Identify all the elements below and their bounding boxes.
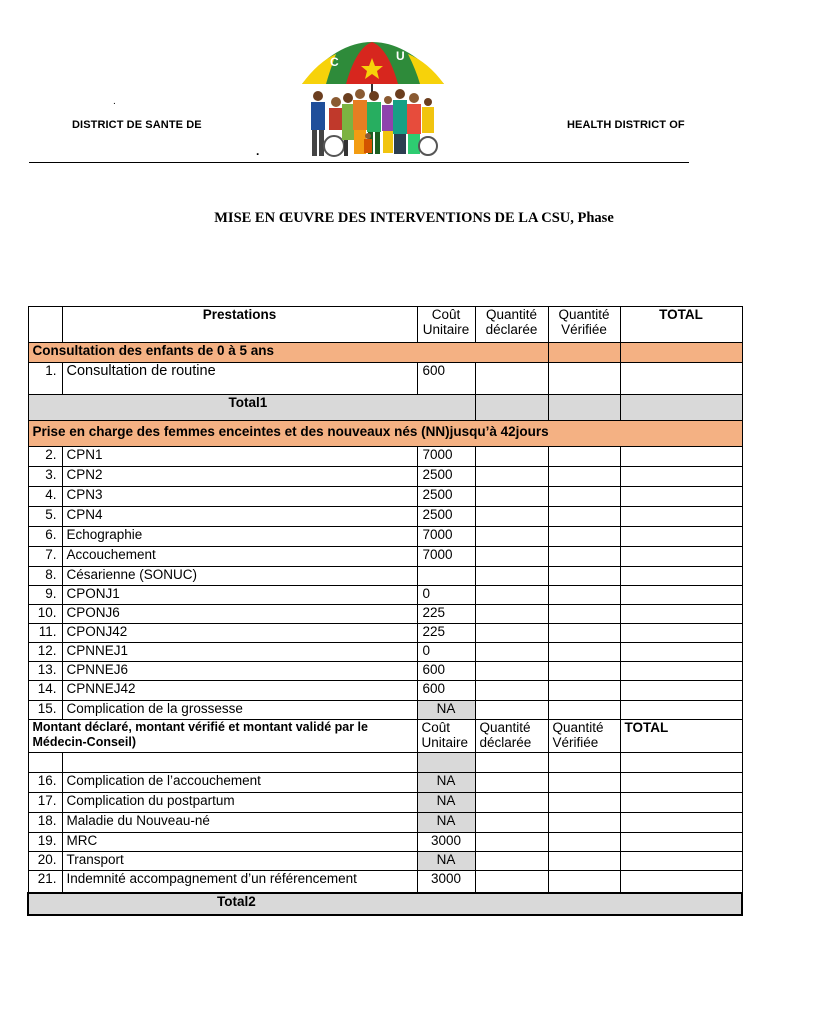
row-total: [620, 467, 742, 487]
row-number: 21.: [28, 871, 62, 893]
row-total: [620, 833, 742, 852]
row-label: CPONJ1: [62, 586, 417, 605]
district-label-en: HEALTH DISTRICT OF: [567, 119, 685, 131]
section2-header-row: [28, 421, 742, 447]
table-header-row: [28, 307, 742, 343]
table-row: [28, 681, 742, 701]
row-cost: [417, 567, 475, 586]
row-qty-verified: [548, 447, 620, 467]
header-prestations: Prestations: [62, 307, 417, 343]
row-label: CPN4: [62, 507, 417, 527]
row-label: Echographie: [62, 527, 417, 547]
table-row: [28, 813, 742, 833]
row-qty-verified: [548, 662, 620, 681]
row-qty-declared: [475, 852, 548, 871]
row-total: [620, 547, 742, 567]
row-qty-declared: [475, 773, 548, 793]
table-row: [28, 547, 742, 567]
logo-letter-u: U: [396, 49, 405, 63]
section2-rows: [28, 447, 742, 701]
table-row: [28, 643, 742, 662]
row-qty-declared: [475, 701, 548, 720]
table-row: [28, 507, 742, 527]
section1-empty-a: [548, 343, 620, 363]
table-row: [28, 793, 742, 813]
section2-title: Prise en charge des femmes enceintes et des nouveaux nés (NN)jusqu’à 42jours: [28, 421, 742, 447]
blank-cell: [548, 753, 620, 773]
row-label: CPNNEJ42: [62, 681, 417, 701]
row-qty-verified: [548, 467, 620, 487]
table-row: [28, 447, 742, 467]
row-number: 20.: [28, 852, 62, 871]
row-cost: 0: [417, 643, 475, 662]
row-cost: NA: [417, 773, 475, 793]
row-cost: 600: [417, 662, 475, 681]
row-qty-verified: [548, 547, 620, 567]
row-qty-declared: [475, 813, 548, 833]
row-number: 3.: [28, 467, 62, 487]
row-total: [620, 701, 742, 720]
row-qty-declared: [475, 567, 548, 586]
row-qty-verified: [548, 527, 620, 547]
row-qty-verified: [548, 793, 620, 813]
district-label-fr: DISTRICT DE SANTE DE: [72, 119, 202, 131]
row-label: Indemnité accompagnement d’un référencement: [62, 871, 417, 893]
row-cost: 3000: [417, 871, 475, 893]
row-total: [620, 487, 742, 507]
row-number: 9.: [28, 586, 62, 605]
row-label: Consultation de routine: [62, 363, 417, 395]
logo-letter-c: C: [330, 55, 339, 69]
header-dot-one: .: [113, 96, 116, 107]
row-cost: NA: [417, 701, 475, 720]
row-total: [620, 643, 742, 662]
row-total: [620, 363, 742, 395]
row-total: [620, 507, 742, 527]
row-qty-declared: [475, 363, 548, 395]
row-label: Complication du postpartum: [62, 793, 417, 813]
row-cost: 600: [417, 363, 475, 395]
blank-cell: [62, 753, 417, 773]
row-number: 12.: [28, 643, 62, 662]
row-number: 17.: [28, 793, 62, 813]
section3-rows: [28, 773, 742, 893]
row-number: 2.: [28, 447, 62, 467]
document-title: MISE EN ŒUVRE DES INTERVENTIONS DE LA CSU, Phase: [214, 210, 614, 226]
row-cost: 7000: [417, 447, 475, 467]
row-cost: 2500: [417, 487, 475, 507]
row-label: CPN1: [62, 447, 417, 467]
subheader-text: Montant déclaré, montant vérifié et montant validé par le Médecin-Conseil): [28, 720, 417, 753]
table-row: [28, 487, 742, 507]
header-cout-unitaire: Coût Unitaire: [417, 307, 475, 343]
table-row: [28, 586, 742, 605]
header-quantite-verifiee: Quantité Vérifiée: [548, 307, 620, 343]
row-cost: NA: [417, 793, 475, 813]
row-cost: 0: [417, 586, 475, 605]
row-qty-verified: [548, 681, 620, 701]
csu-umbrella-logo: [296, 40, 448, 162]
row-label: Accouchement: [62, 547, 417, 567]
row-cost: 2500: [417, 507, 475, 527]
row-qty-declared: [475, 586, 548, 605]
row-total: [620, 624, 742, 643]
table-row: [28, 605, 742, 624]
row-total: [620, 871, 742, 893]
row-total: [620, 605, 742, 624]
row-qty-declared: [475, 662, 548, 681]
row-cost: 3000: [417, 833, 475, 852]
total1-empty-b: [548, 395, 620, 421]
row-total: [620, 773, 742, 793]
row-qty-declared: [475, 527, 548, 547]
row-label: CPN3: [62, 487, 417, 507]
row-label: CPONJ42: [62, 624, 417, 643]
section1-empty-b: [620, 343, 742, 363]
row-qty-declared: [475, 681, 548, 701]
row-qty-verified: [548, 363, 620, 395]
total1-label: Total1: [28, 395, 475, 421]
subheader-total: TOTAL: [620, 720, 742, 753]
row-qty-verified: [548, 813, 620, 833]
header-num-cell: [28, 307, 62, 343]
row-qty-verified: [548, 773, 620, 793]
row-total: [620, 586, 742, 605]
row-label: Complication de l’accouchement: [62, 773, 417, 793]
row-label: CPNNEJ6: [62, 662, 417, 681]
row-qty-declared: [475, 605, 548, 624]
row-cost: NA: [417, 852, 475, 871]
header-dot-two: .: [256, 144, 260, 158]
row-number: 11.: [28, 624, 62, 643]
table-row: [28, 773, 742, 793]
table-row-15: [28, 701, 742, 720]
subheader-row: [28, 720, 742, 753]
row-qty-verified: [548, 643, 620, 662]
subheader-cout-unitaire: Coût Unitaire: [417, 720, 475, 753]
row-qty-verified: [548, 605, 620, 624]
row-number: 18.: [28, 813, 62, 833]
row-qty-verified: [548, 507, 620, 527]
row-total: [620, 662, 742, 681]
row-total: [620, 527, 742, 547]
row-number: 8.: [28, 567, 62, 586]
row-label: CPONJ6: [62, 605, 417, 624]
total2-row: [28, 893, 742, 915]
table-row: [28, 871, 742, 893]
header-total: TOTAL: [620, 307, 742, 343]
table-row: [28, 527, 742, 547]
row-cost: 7000: [417, 527, 475, 547]
row-cost: 225: [417, 605, 475, 624]
row-cost: 225: [417, 624, 475, 643]
row-qty-declared: [475, 467, 548, 487]
table-row: [28, 624, 742, 643]
row-number: 14.: [28, 681, 62, 701]
row-qty-verified: [548, 487, 620, 507]
row-qty-verified: [548, 567, 620, 586]
row-qty-declared: [475, 793, 548, 813]
row-label: Maladie du Nouveau-né: [62, 813, 417, 833]
row-label: Complication de la grossesse: [62, 701, 417, 720]
table-row: [28, 467, 742, 487]
row-total: [620, 447, 742, 467]
subheader-quantite-verifiee: Quantité Vérifiée: [548, 720, 620, 753]
row-number: 16.: [28, 773, 62, 793]
row-cost: 600: [417, 681, 475, 701]
row-qty-verified: [548, 624, 620, 643]
row-qty-declared: [475, 487, 548, 507]
row-qty-verified: [548, 852, 620, 871]
subheader-quantite-declaree: Quantité déclarée: [475, 720, 548, 753]
row-total: [620, 793, 742, 813]
prestations-table: [27, 306, 743, 916]
row-label: CPN2: [62, 467, 417, 487]
row-cost: 7000: [417, 547, 475, 567]
row-qty-declared: [475, 833, 548, 852]
row-total: [620, 813, 742, 833]
row-number: 19.: [28, 833, 62, 852]
table-row: [28, 662, 742, 681]
table-row: [28, 363, 742, 395]
row-number: 6.: [28, 527, 62, 547]
blank-cell: [417, 753, 475, 773]
row-qty-declared: [475, 643, 548, 662]
header-quantite-declaree: Quantité déclarée: [475, 307, 548, 343]
row-cost: NA: [417, 813, 475, 833]
row-number: 5.: [28, 507, 62, 527]
row-total: [620, 681, 742, 701]
blank-cell: [475, 753, 548, 773]
row-qty-declared: [475, 547, 548, 567]
row-total: [620, 852, 742, 871]
row-total: [620, 567, 742, 586]
row-qty-declared: [475, 507, 548, 527]
row-qty-verified: [548, 833, 620, 852]
people-illustration: [311, 89, 437, 156]
blank-cell: [28, 753, 62, 773]
row-label: MRC: [62, 833, 417, 852]
row-number: 10.: [28, 605, 62, 624]
total1-empty-c: [620, 395, 742, 421]
row-qty-declared: [475, 624, 548, 643]
total1-empty-a: [475, 395, 548, 421]
subheader-blank-row: [28, 753, 742, 773]
table-row: [28, 852, 742, 871]
header-divider: [29, 162, 689, 163]
row-number: 4.: [28, 487, 62, 507]
row-qty-declared: [475, 871, 548, 893]
row-label: Transport: [62, 852, 417, 871]
row-number: 15.: [28, 701, 62, 720]
total2-label: Total2: [28, 893, 742, 915]
row-qty-verified: [548, 871, 620, 893]
table-row: [28, 567, 742, 586]
total1-row: [28, 395, 742, 421]
blank-cell: [620, 753, 742, 773]
row-qty-verified: [548, 701, 620, 720]
table-row: [28, 833, 742, 852]
row-label: Césarienne (SONUC): [62, 567, 417, 586]
row-cost: 2500: [417, 467, 475, 487]
section1-header-row: [28, 343, 742, 363]
row-number: 1.: [28, 363, 62, 395]
row-number: 7.: [28, 547, 62, 567]
row-qty-verified: [548, 586, 620, 605]
row-qty-declared: [475, 447, 548, 467]
row-number: 13.: [28, 662, 62, 681]
section1-title: Consultation des enfants de 0 à 5 ans: [28, 343, 548, 363]
row-label: CPNNEJ1: [62, 643, 417, 662]
